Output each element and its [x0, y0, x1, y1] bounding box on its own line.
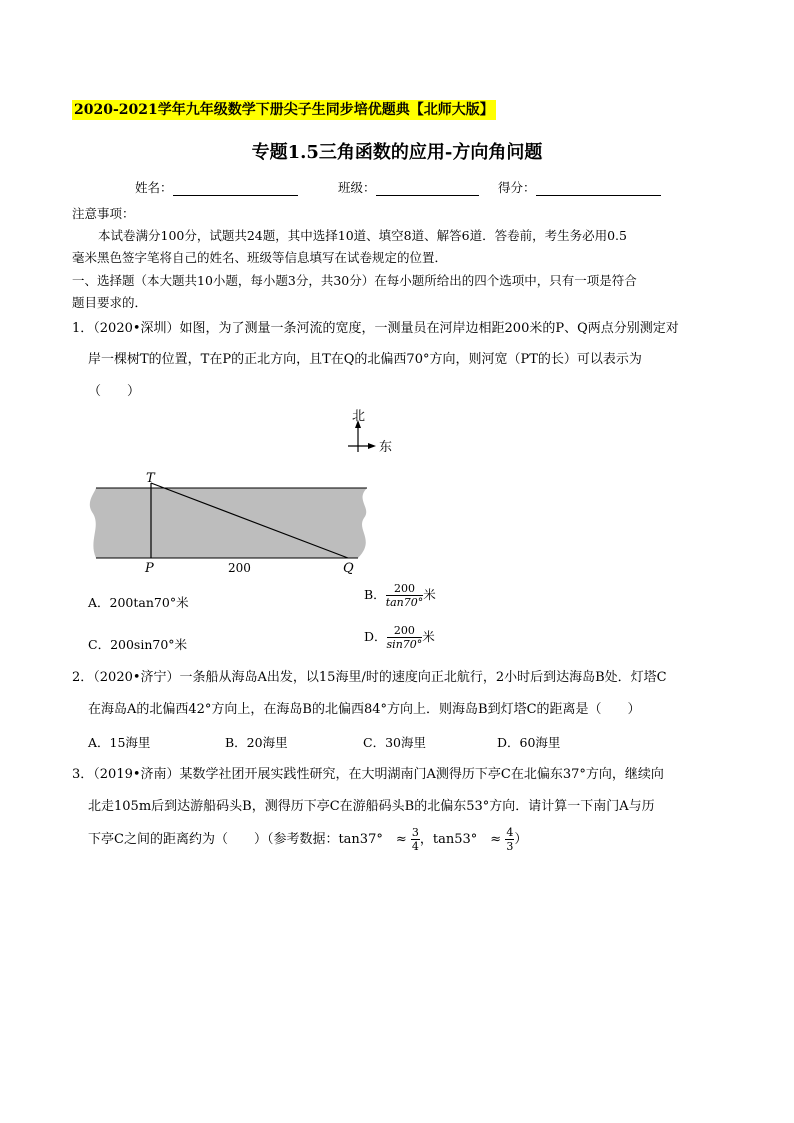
- q3-fraction-1: [411, 826, 420, 853]
- q1-option-b-prefix: B．: [364, 587, 386, 602]
- distance-label: 200: [228, 561, 251, 575]
- notice-line-2: 毫米黑色签字笔将自己的姓名、班级等信息填写在试卷规定的位置．: [72, 250, 448, 265]
- class-label: 班级：: [338, 180, 376, 195]
- q1-option-d-fraction: [387, 624, 423, 651]
- q3-line-3: [88, 826, 527, 853]
- q2-option-c[interactable]: C．30海里: [363, 735, 426, 750]
- q3-fraction-2: [505, 826, 514, 853]
- section-line-2: 题目要求的．: [72, 295, 148, 310]
- name-input-line[interactable]: [173, 181, 298, 196]
- q1-option-d-numerator: 200: [387, 624, 423, 638]
- q2-option-d[interactable]: D．60海里: [497, 735, 561, 750]
- q3-line-3-part-b: ，tan53° ≈: [419, 832, 502, 847]
- q3-fraction-1-denominator: 4: [411, 840, 419, 853]
- q1-option-a[interactable]: A．200tan70°米: [88, 595, 189, 610]
- river-shape: [90, 488, 367, 558]
- q3-fraction-2-denominator: 3: [506, 840, 514, 853]
- q2-option-b[interactable]: B．20海里: [225, 735, 288, 750]
- north-label: 北: [352, 409, 366, 424]
- q1-line-3: （ ）: [88, 384, 141, 399]
- q1-figure: [80, 408, 400, 578]
- section-line-1: 一、选择题（本大题共10小题，每小题3分，共30分）在每小题所给出的四个选项中，只有一项是符合: [72, 273, 637, 288]
- class-input-line[interactable]: [376, 181, 479, 196]
- score-input-line[interactable]: [536, 181, 661, 196]
- notice-heading: 注意事项：: [72, 206, 135, 221]
- compass-icon: [348, 420, 376, 452]
- q2-option-a[interactable]: A．15海里: [88, 735, 151, 750]
- q1-line-2: 岸一棵树T的位置，T在P的正北方向，且T在Q的北偏西70°方向，则河宽（PT的长）可以表示为: [88, 352, 642, 367]
- q3-line-3-part-c: ）: [514, 832, 528, 847]
- series-header: 2020-2021学年九年级数学下册尖子生同步培优题典【北师大版】: [74, 102, 494, 118]
- score-field-group: [498, 178, 661, 196]
- q3-line-2: 北走105m后到达游船码头B，测得历下亭C在游船码头B的北偏东53°方向．请计算一下南门A与历: [88, 799, 655, 814]
- q1-option-d-unit: 米: [422, 629, 435, 644]
- q1-option-c[interactable]: C．200sin70°米: [88, 637, 188, 652]
- q2-line-2: 在海岛A的北偏西42°方向上，在海岛B的北偏西84°方向上．则海岛B到灯塔C的距离是（ ）: [88, 702, 641, 717]
- q1-option-b-numerator: 200: [386, 582, 424, 596]
- q1-line-1: 1．（2020•深圳）如图，为了测量一条河流的宽度，一测量员在河岸边相距200米的P、Q两点分别测定对: [72, 321, 679, 336]
- q1-option-d[interactable]: [364, 624, 435, 651]
- q3-line-3-part-a: 下亭C之间的距离约为（ ）（参考数据：tan37° ≈: [88, 832, 407, 847]
- east-label: 东: [379, 440, 393, 455]
- q1-option-b-fraction: [386, 582, 424, 609]
- class-field-group: [338, 178, 479, 196]
- name-label: 姓名：: [135, 180, 173, 195]
- q1-option-b-unit: 米: [423, 587, 436, 602]
- q1-option-b-denominator: tan70°: [385, 596, 424, 609]
- q3-fraction-1-numerator: 3: [411, 826, 419, 839]
- score-label: 得分：: [498, 180, 536, 195]
- point-T-label: T: [146, 471, 155, 486]
- page-title: 专题1.5三角函数的应用-方向角问题: [251, 142, 543, 163]
- q3-fraction-2-numerator: 4: [506, 826, 514, 839]
- point-Q-label: Q: [343, 561, 354, 576]
- q1-option-b[interactable]: [364, 582, 436, 609]
- q2-line-1: 2．（2020•济宁）一条船从海岛A出发，以15海里/时的速度向正北航行，2小时后到达海岛B处．灯塔C: [72, 670, 667, 685]
- name-field-group: [135, 178, 298, 196]
- point-P-label: P: [145, 561, 154, 576]
- q1-option-d-denominator: sin70°: [386, 638, 423, 651]
- notice-line-1: 本试卷满分100分，试题共24题，其中选择10道、填空8道、解答6道．答卷前，考生务必用0.5: [98, 228, 627, 243]
- q1-option-d-prefix: D．: [364, 629, 387, 644]
- q3-line-1: 3．（2019•济南）某数学社团开展实践性研究，在大明湖南门A测得历下亭C在北偏东37°方向，继续向: [72, 767, 664, 782]
